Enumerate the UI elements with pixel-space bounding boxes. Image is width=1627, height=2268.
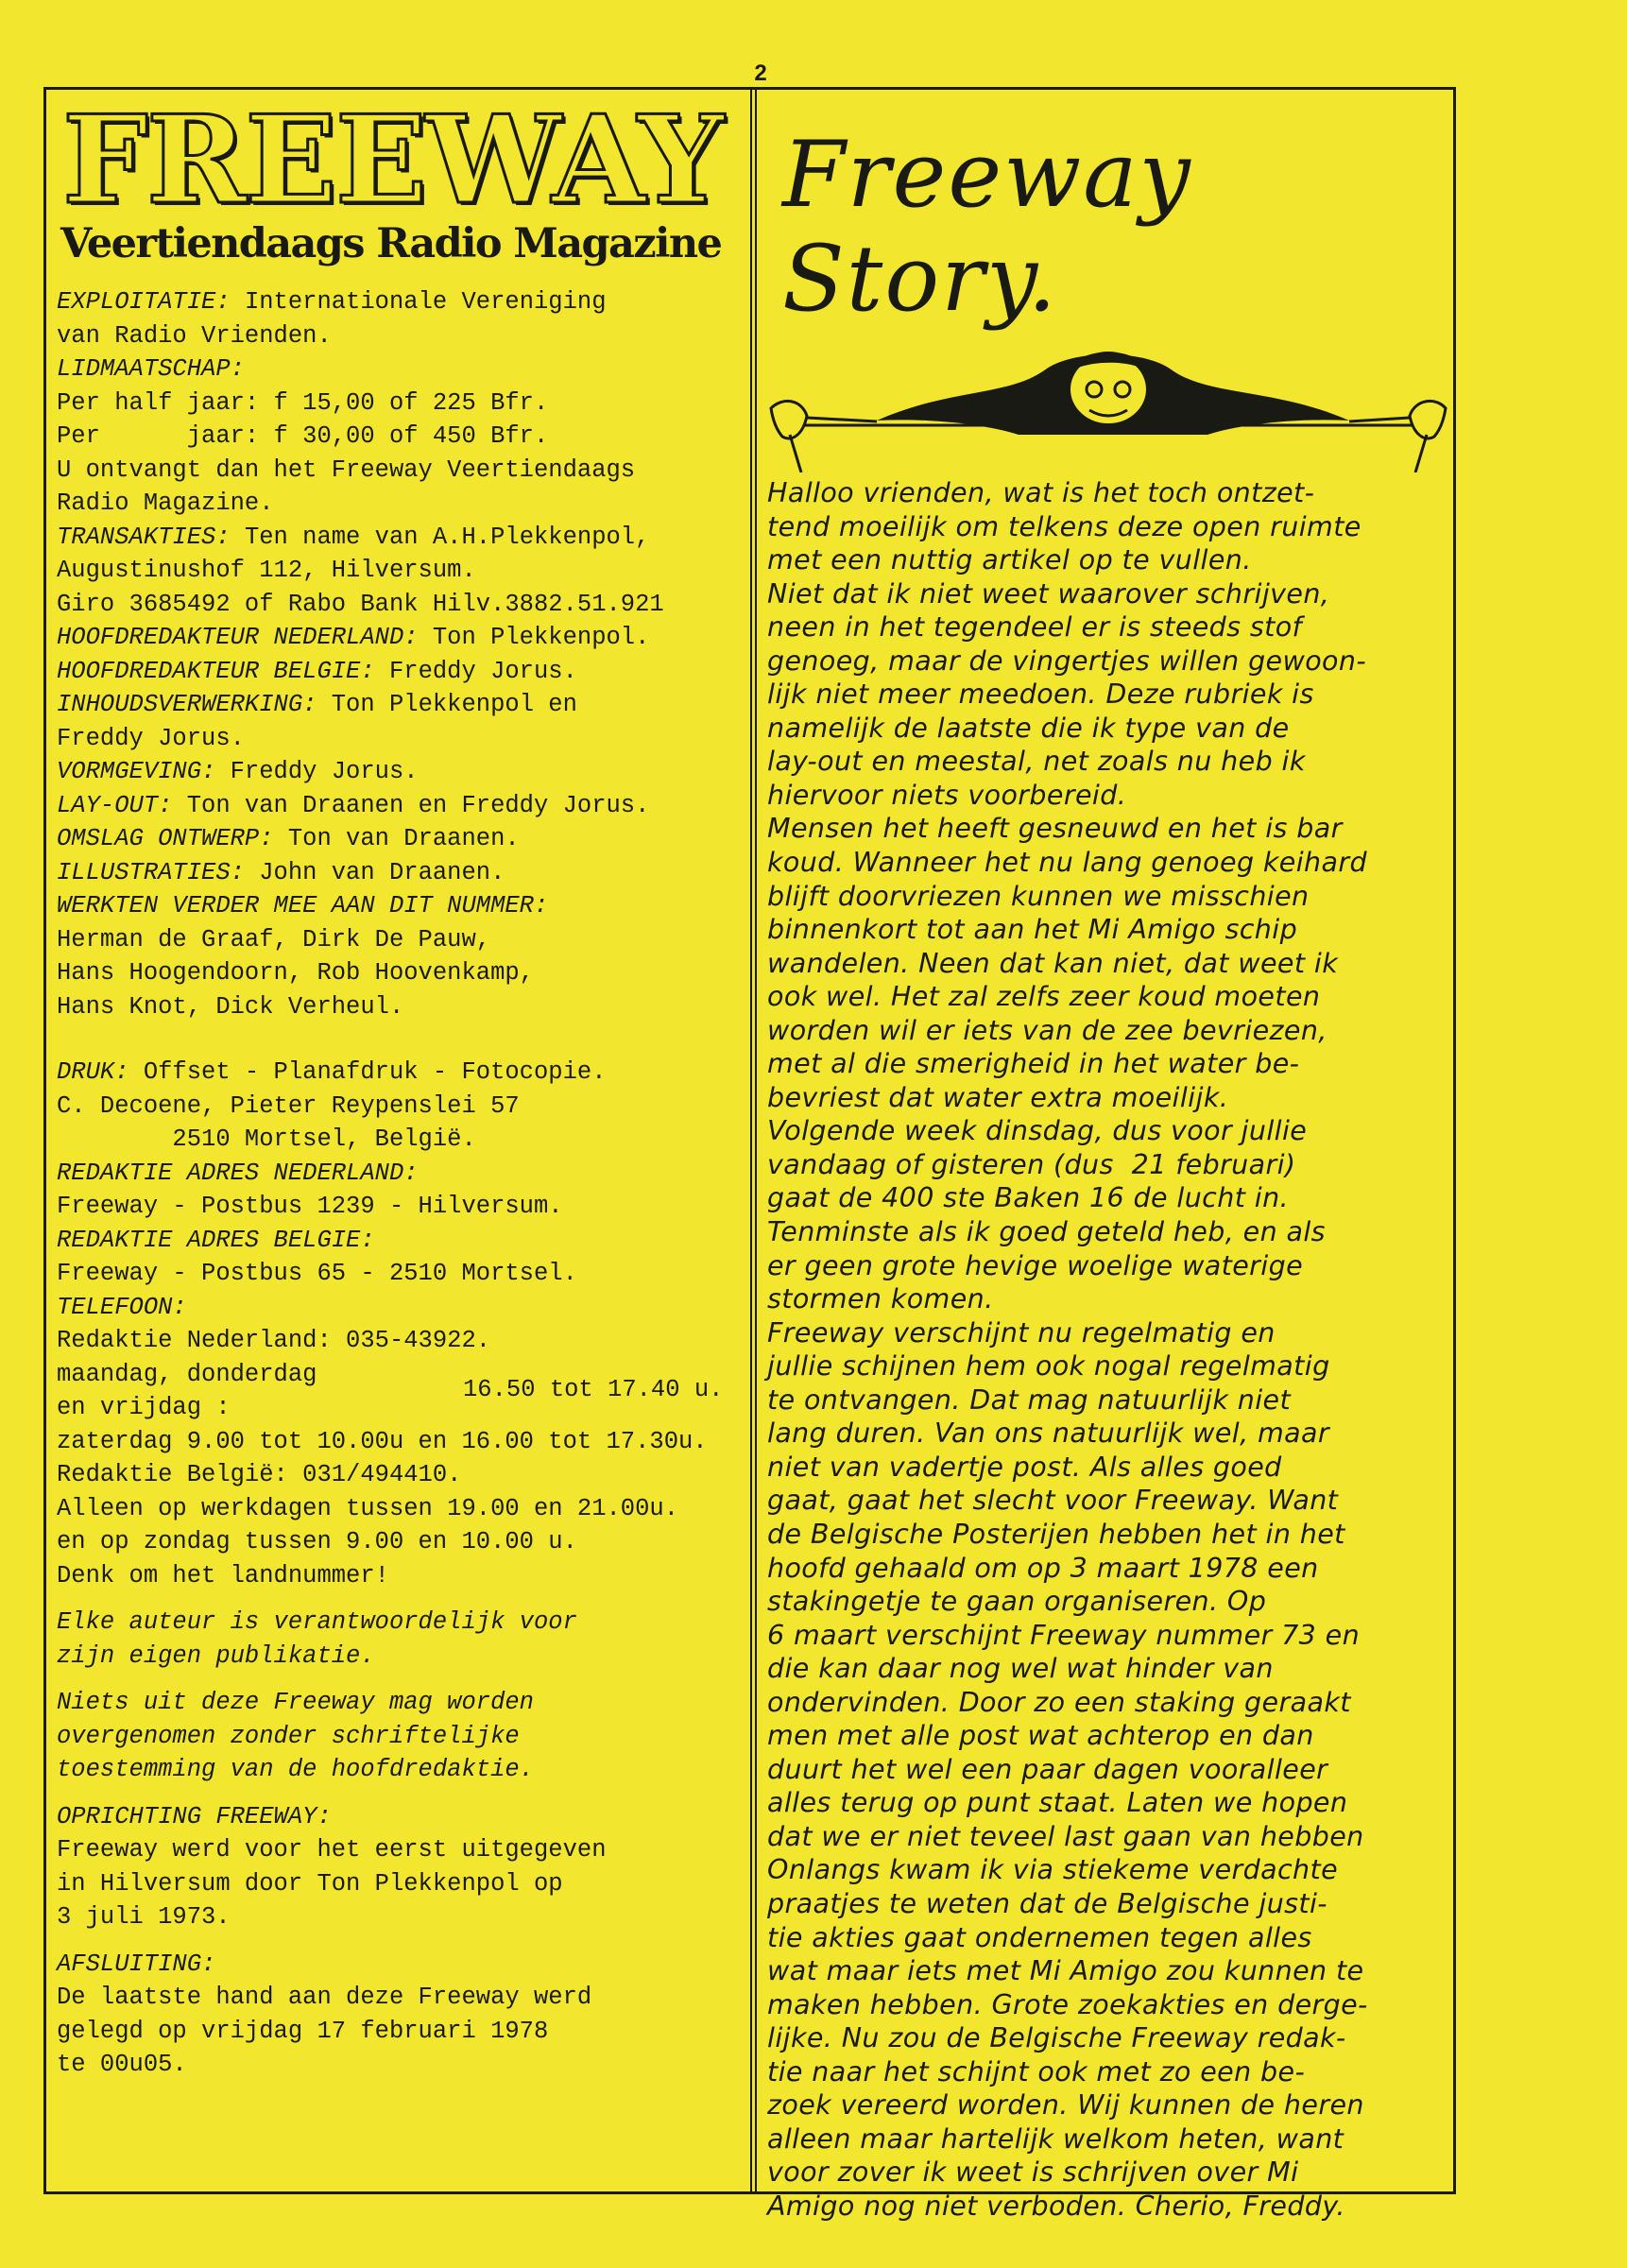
story-line: die kan daar nog wel wat hinder van: [767, 1653, 1274, 1685]
story-line: 6 maart verschijnt Freeway nummer 73 en: [767, 1619, 1361, 1651]
colophon-value: Per half jaar: f 15,00 of 225 Bfr.: [57, 388, 549, 417]
story-line: gaat de 400 ste Baken 16 de lucht in.: [767, 1182, 1289, 1214]
story-line: koud. Wanneer het nu lang genoeg keihard: [767, 847, 1367, 879]
print-info-value: Redaktie Nederland: 035-43922.: [57, 1327, 491, 1354]
colophon-value: Giro 3685492 of Rabo Bank Hilv.3882.51.921: [57, 590, 664, 618]
closing-line: De laatste hand aan deze Freeway werd: [57, 1984, 592, 2011]
colophon-value: Hans Knot, Dick Verheul.: [57, 992, 404, 1021]
colophon-label: WERKTEN VERDER MEE AAN DIT NUMMER:: [57, 892, 549, 919]
print-info-line: [57, 1224, 744, 1258]
print-info-line: [57, 1257, 744, 1291]
story-column: [763, 94, 1453, 2223]
colophon-line: [57, 990, 744, 1024]
phone-more: [57, 1425, 744, 1593]
figure-holding-banner-illustration: [763, 331, 1453, 472]
column-divider: [750, 87, 757, 2194]
story-line: stormen komen.: [767, 1283, 994, 1315]
disclaimer-copyright: [57, 1686, 744, 1787]
colophon-value: Ton van Draanen en Freddy Jorus.: [172, 791, 650, 819]
colophon-line: [57, 554, 744, 588]
colophon-label: INHOUDSVERWERKING:: [57, 691, 317, 718]
closing-text: [57, 1981, 744, 2082]
masthead-subtitle: Veertiendaags Radio Magazine: [60, 220, 722, 267]
colophon-line: [57, 588, 744, 622]
story-line: hiervoor niets voorbereid.: [767, 779, 1127, 811]
story-line: hoofd gehaald om op 3 maart 1978 een: [767, 1552, 1319, 1584]
print-info-label: TELEFOON:: [57, 1293, 187, 1321]
colophon-line: [57, 319, 744, 353]
print-info-value: Freeway - Postbus 1239 - Hilversum.: [57, 1193, 563, 1220]
closing-line: gelegd op vrijdag 17 februari 1978: [57, 2017, 549, 2045]
story-line: men met alle post wat achterop en dan: [767, 1720, 1314, 1752]
colophon-line: [57, 688, 744, 722]
print-info-value: C. Decoene, Pieter Reypenslei 57: [57, 1091, 520, 1120]
story-line: Mensen het heeft gesneuwd en het is bar: [767, 813, 1343, 845]
founding-line: 3 juli 1973.: [57, 1903, 231, 1931]
print-info-line: [57, 1056, 744, 1090]
colophon-value: Freddy Jorus.: [215, 758, 419, 785]
story-line: tie naar het schijnt ook met zo een be-: [767, 2055, 1306, 2088]
print-info-line: [57, 1123, 744, 1157]
phone-info-line: zaterdag 9.00 tot 10.00u en 16.00 tot 17.30u.: [57, 1427, 708, 1455]
story-line: lijk niet meer meedoen. Deze rubriek is: [767, 679, 1314, 711]
story-line: niet van vadertje post. Als alles goed: [767, 1451, 1282, 1483]
story-line: gaat, gaat het slecht voor Freeway. Want: [767, 1485, 1339, 1517]
disclaimer-line: Niets uit deze Freeway mag worden: [57, 1689, 534, 1716]
colophon-line: [57, 285, 744, 319]
founding-label: OPRICHTING FREEWAY:: [57, 1802, 332, 1830]
story-line: binnenkort tot aan het Mi Amigo schip: [767, 914, 1298, 946]
story-text: [763, 476, 1453, 2223]
story-line: lay-out en meestal, net zoals nu heb ik: [767, 746, 1306, 778]
story-line: genoeg, maar de vingertjes willen gewoon-: [767, 644, 1367, 677]
colophon-line: [57, 889, 744, 923]
phone-info-line: en op zondag tussen 9.00 en 10.00 u.: [57, 1528, 577, 1555]
colophon-label: LIDMAATSCHAP:: [57, 355, 245, 383]
story-line: blijft doorvriezen kunnen we misschien: [767, 880, 1310, 912]
colophon-line: [57, 521, 744, 555]
story-line: Halloo vrienden, wat is het toch ontzet-: [767, 477, 1315, 508]
phone-hours-value: 16.50 tot 17.40 u.: [463, 1375, 724, 1403]
colophon-label: HOOFDREDAKTEUR BELGIE:: [57, 657, 375, 685]
story-line: Niet dat ik niet weet waarover schrijven,: [767, 577, 1330, 610]
colophon-value: Ton Plekkenpol en: [317, 691, 577, 718]
colophon-line: [57, 420, 744, 454]
founding-line: Freeway werd voor het eerst uitgegeven: [57, 1836, 607, 1864]
colophon-value: Ton van Draanen.: [273, 825, 520, 852]
colophon-label: EXPLOITATIE:: [57, 288, 231, 316]
story-line: jullie schijnen hem ook nogal regelmatig: [767, 1350, 1330, 1383]
colophon-label: VORMGEVING:: [57, 758, 216, 785]
colophon-line: [57, 621, 744, 655]
story-line: ondervinden. Door zo een staking geraakt: [767, 1686, 1351, 1718]
story-line: namelijk de laatste die ik type van de: [767, 712, 1290, 744]
phone-info-line: Redaktie België: 031/494410.: [57, 1461, 462, 1488]
story-line: vandaag of gisteren (dus 21 februari): [767, 1148, 1296, 1180]
colophon-label: ILLUSTRATIES:: [57, 858, 245, 886]
colophon-line: [57, 387, 744, 421]
colophon-line: [57, 454, 744, 488]
colophon-line: [57, 487, 744, 521]
founding-text: [57, 1833, 744, 1934]
story-line: te ontvangen. Dat mag natuurlijk niet: [767, 1383, 1292, 1416]
story-line: maken hebben. Grote zoekakties en derge-: [767, 1988, 1368, 2020]
colophon-line: [57, 655, 744, 689]
phone-info-line: Denk om het landnummer!: [57, 1561, 389, 1589]
story-line: tie akties gaat ondernemen tegen alles: [767, 1921, 1312, 1953]
colophon-value: Freddy Jorus.: [57, 724, 245, 752]
print-info-value: Offset - Planafdruk - Fotocopie.: [128, 1058, 607, 1086]
founding-line: in Hilversum door Ton Plekkenpol op: [57, 1869, 563, 1898]
print-info-line: [57, 1291, 744, 1325]
colophon-value: Augustinushof 112, Hilversum.: [57, 557, 476, 584]
colophon-value: John van Draanen.: [244, 858, 505, 886]
masthead-logo: FREEWAY: [62, 90, 723, 232]
colophon-label: TRANSAKTIES:: [57, 523, 231, 551]
story-line: alleen maar hartelijk welkom heten, want: [767, 2122, 1344, 2155]
story-line: dat we er niet teveel last gaan van hebben: [767, 1820, 1364, 1852]
story-line: tend moeilijk om telkens deze open ruimte: [767, 510, 1362, 542]
story-line: Tenminste als ik goed geteld heb, en als: [767, 1216, 1326, 1248]
print-info-value: 2510 Mortsel, België.: [57, 1125, 476, 1153]
story-line: neen in het tegendeel er is steeds stof: [767, 611, 1302, 644]
print-info-line: [57, 1190, 744, 1224]
colophon-line: [57, 352, 744, 387]
colophon-line: [57, 956, 744, 990]
story-line: duurt het wel een paar dagen vooralleer: [767, 1753, 1328, 1785]
colophon-value: Herman de Graaf, Dirk De Pauw,: [57, 925, 491, 954]
colophon-column: [49, 90, 744, 2082]
disclaimer-line: zijn eigen publikatie.: [57, 1641, 375, 1670]
print-info-label: REDAKTIE ADRES NEDERLAND:: [57, 1159, 419, 1187]
phone-hours: [57, 1358, 744, 1425]
story-line: lijke. Nu zou de Belgische Freeway redak-: [767, 2022, 1346, 2054]
colophon-value: Radio Magazine.: [57, 490, 274, 517]
colophon-line: [57, 755, 744, 789]
print-info-line: [57, 1324, 744, 1358]
colophon-label: OMSLAG ONTWERP:: [57, 825, 274, 852]
story-line: zoek vereerd worden. Wij kunnen de heren: [767, 2089, 1364, 2122]
page-number: 2: [754, 60, 767, 86]
story-line: wat maar iets met Mi Amigo zou kunnen te: [767, 1955, 1364, 1987]
story-line: voor zover ik weet is schrijven over Mi: [767, 2156, 1299, 2189]
story-line: met al die smerigheid in het water be-: [767, 1048, 1300, 1080]
colophon-line: [57, 822, 744, 856]
colophon-line: [57, 856, 744, 890]
closing-label: AFSLUITING:: [57, 1950, 216, 1978]
closing-line: te 00u05.: [57, 2051, 187, 2078]
phone-info-line: Alleen op werkdagen tussen 19.00 en 21.00u.: [57, 1494, 679, 1522]
print-info-label: REDAKTIE ADRES BELGIE:: [57, 1226, 375, 1254]
colophon-value: Per jaar: f 30,00 of 450 Bfr.: [57, 422, 549, 450]
colophon-info: [49, 285, 744, 2082]
story-line: Volgende week dinsdag, dus voor jullie: [767, 1115, 1308, 1147]
colophon-value: Freddy Jorus.: [374, 657, 577, 685]
print-info-line: [57, 1157, 744, 1191]
print-info-value: Freeway - Postbus 65 - 2510 Mortsel.: [57, 1260, 577, 1287]
colophon-value: Internationale Vereniging: [230, 288, 607, 316]
phone-days-2: en vrijdag :: [57, 1394, 231, 1421]
colophon-lines: [57, 285, 744, 1023]
story-line: wandelen. Neen dat kan niet, dat weet ik: [767, 947, 1339, 979]
disclaimer-responsibility: [57, 1606, 744, 1673]
story-line: ook wel. Het zal zelfs zeer koud moeten: [767, 981, 1321, 1013]
colophon-value: Ten name van A.H.Plekkenpol,: [230, 523, 650, 551]
story-line: stakingetje te gaan organiseren. Op: [767, 1586, 1267, 1618]
colophon-value: U ontvangt dan het Freeway Veertiendaags: [57, 455, 636, 484]
print-info: [57, 1056, 744, 1358]
colophon-label: HOOFDREDAKTEUR NEDERLAND:: [57, 624, 419, 651]
disclaimer-line: toestemming van de hoofdredaktie.: [57, 1756, 534, 1783]
colophon-value: Ton Plekkenpol.: [418, 624, 650, 651]
story-line: met een nuttig artikel op te vullen.: [767, 544, 1252, 576]
colophon-line: [57, 923, 744, 957]
colophon-line: [57, 722, 744, 756]
story-line: de Belgische Posterijen hebben het in het: [767, 1518, 1345, 1550]
disclaimer-line: overgenomen zonder schriftelijke: [57, 1722, 520, 1750]
story-line: lang duren. Van ons natuurlijk wel, maar: [767, 1418, 1330, 1450]
story-line: Onlangs kwam ik via stiekeme verdachte: [767, 1854, 1339, 1886]
story-line: Freeway verschijnt nu regelmatig en: [767, 1316, 1276, 1349]
disclaimer-line: Elke auteur is verantwoordelijk voor: [57, 1608, 577, 1636]
colophon-line: [57, 789, 744, 823]
story-line: bevriest dat water extra moeilijk.: [767, 1081, 1229, 1113]
colophon-label: LAY-OUT:: [57, 791, 173, 819]
colophon-value: Hans Hoogendoorn, Rob Hoovenkamp,: [57, 959, 534, 987]
story-line: praatjes te weten dat de Belgische justi-: [767, 1887, 1327, 1919]
story-line: alles terug op punt staat. Laten we hopen: [767, 1787, 1348, 1819]
phone-days-1: maandag, donderdag: [57, 1360, 317, 1388]
story-title: Freeway Story.: [782, 122, 1192, 332]
colophon-value: van Radio Vrienden.: [57, 321, 332, 350]
story-line: worden wil er iets van de zee bevriezen,: [767, 1014, 1327, 1046]
story-line: er geen grote hevige woelige waterige: [767, 1249, 1304, 1281]
story-line: Amigo nog niet verboden. Cherio, Freddy.: [767, 2190, 1345, 2222]
print-info-label: DRUK:: [57, 1058, 129, 1086]
print-info-line: [57, 1090, 744, 1124]
